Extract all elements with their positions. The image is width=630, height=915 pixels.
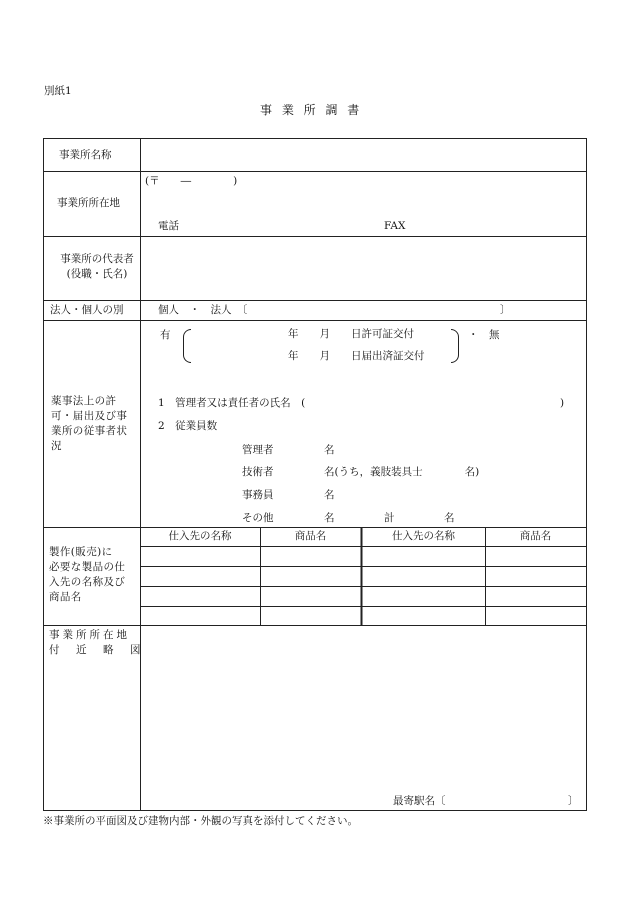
staff-role-manager: 管理者 (242, 444, 274, 456)
location-map-area[interactable] (143, 628, 584, 788)
license-yes-option[interactable]: 有 (160, 329, 171, 341)
staff-role-other: その他 (242, 512, 274, 524)
license-no-option[interactable]: ・ 無 (468, 329, 500, 341)
supplier-name-header-1: 仕入先の名称 (168, 530, 232, 542)
fax-label: FAX (384, 220, 406, 232)
manager-name-item: 1 管理者又は責任者の氏名 ( (158, 397, 306, 409)
supplier-name-header-2: 仕入先の名称 (392, 530, 455, 542)
product-name-header-1: 商品名 (294, 530, 327, 542)
staff-count-item: 2 従業員数 (158, 420, 218, 432)
nearest-station-close: 〕 (568, 795, 579, 807)
entity-type-label: 法人・個人の別 (50, 304, 124, 316)
staff-count-manager: 名 (324, 444, 335, 456)
staff-count-technician: 名(うち，義肢装具士 名) (324, 466, 480, 478)
entity-type-options[interactable]: 個人 ・ 法人 〔 (158, 304, 248, 316)
postal-code-field[interactable]: (〒 ― ) (145, 175, 238, 187)
staff-count-other: 名 (324, 512, 335, 524)
manager-name-close: ) (560, 397, 565, 409)
attachment-label: 別紙1 (44, 85, 72, 97)
representative-label: 事業所の代表者 (役職・氏名) (60, 253, 134, 280)
phone-label: 電話 (158, 220, 179, 232)
staff-count-clerk: 名 (324, 489, 335, 501)
staff-total-label: 計 (384, 512, 395, 524)
suppliers-label: 製作(販売)に 必要な製品の仕 入先の名称及び 商品名 (49, 546, 126, 603)
left-brace (183, 329, 191, 363)
footnote: ※事業所の平面図及び建物内部・外観の写真を添付してください。 (43, 815, 358, 827)
form-title: 事 業 所 調 書 (260, 103, 363, 117)
staff-total-unit: 名 (444, 512, 455, 524)
business-address-label: 事業所所在地 (57, 197, 120, 209)
right-brace (451, 329, 459, 363)
staff-role-technician: 技術者 (242, 466, 274, 478)
entity-type-close-bracket: 〕 (500, 304, 511, 316)
notice-issued-line: 年 月 日届出済証交付 (288, 350, 425, 362)
product-name-header-2: 商品名 (519, 530, 552, 542)
permit-issued-line: 年 月 日許可証交付 (288, 328, 414, 340)
business-name-field[interactable] (143, 141, 584, 169)
staff-role-clerk: 事務員 (242, 489, 274, 501)
location-map-label: 事業所所在地 付 近 略 図 (49, 629, 144, 656)
representative-field[interactable] (143, 239, 584, 298)
nearest-station-label: 最寄駅名〔 (393, 795, 446, 807)
license-status-label: 薬事法上の許 可・届出及び事 業所の従事者状 況 (51, 395, 128, 452)
business-name-label: 事業所名称 (59, 149, 112, 161)
